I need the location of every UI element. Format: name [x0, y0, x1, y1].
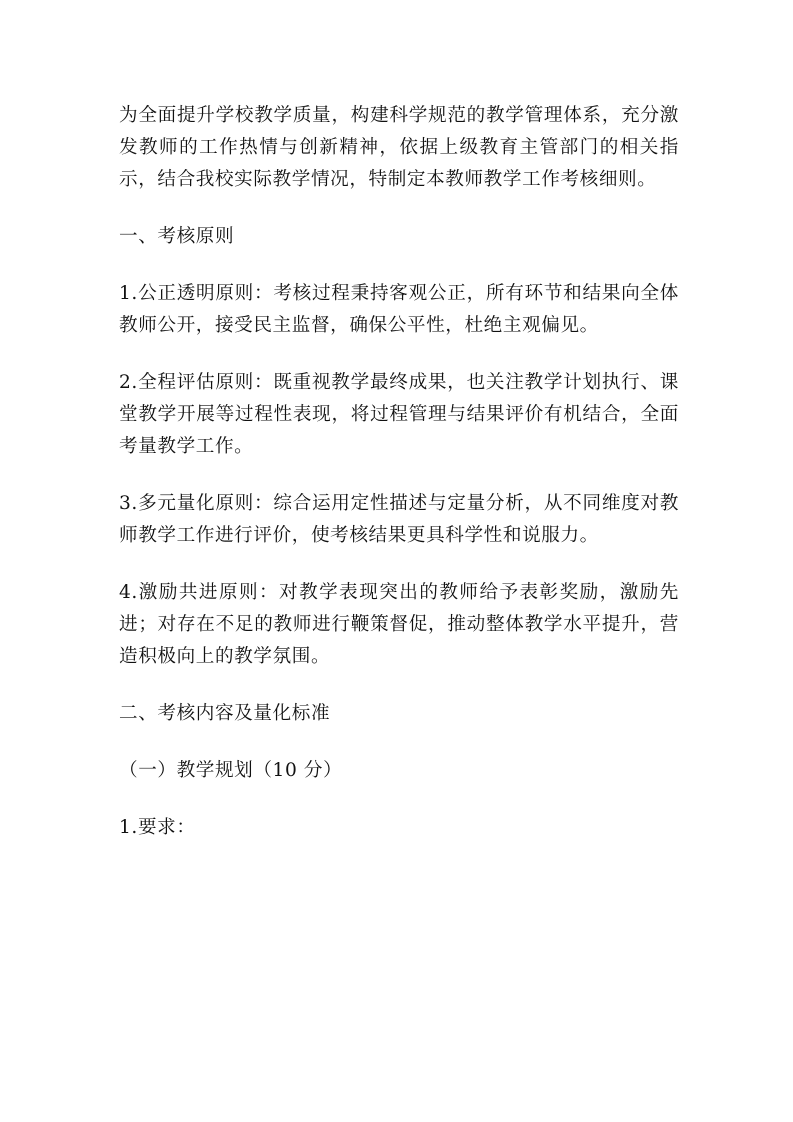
principle-whole-process: 2.全程评估原则：既重视教学最终成果，也关注教学计划执行、课堂教学开展等过程性表现，将过程管理与结果评价有机结合，全面考量教学工作。: [119, 372, 679, 457]
subsection-heading-teaching-planning: （一）教学规划（10 分）: [119, 760, 343, 781]
document-body: [119, 100, 679, 844]
requirement-label: 1.要求：: [119, 817, 196, 838]
principle-fairness: 1.公正透明原则：考核过程秉持客观公正，所有环节和结果向全体教师公开，接受民主监督，确保公平性，杜绝主观偏见。: [119, 283, 679, 336]
section-heading-content-standards: 二、考核内容及量化标准: [119, 703, 331, 724]
principle-incentive: 4.激励共进原则：对教学表现突出的教师给予表彰奖励，激励先进；对存在不足的教师进行鞭策督促，推动整体教学水平提升，营造积极向上的教学氛围。: [119, 582, 679, 667]
principle-multi-quantification: 3.多元量化原则：综合运用定性描述与定量分析，从不同维度对教师教学工作进行评价，使考核结果更具科学性和说服力。: [119, 493, 679, 546]
section-heading-principles: 一、考核原则: [119, 226, 235, 247]
intro-paragraph: 为全面提升学校教学质量，构建科学规范的教学管理体系，充分激发教师的工作热情与创新精神，依据上级教育主管部门的相关指示，结合我校实际教学情况，特制定本教师教学工作考核细则。: [119, 105, 679, 190]
